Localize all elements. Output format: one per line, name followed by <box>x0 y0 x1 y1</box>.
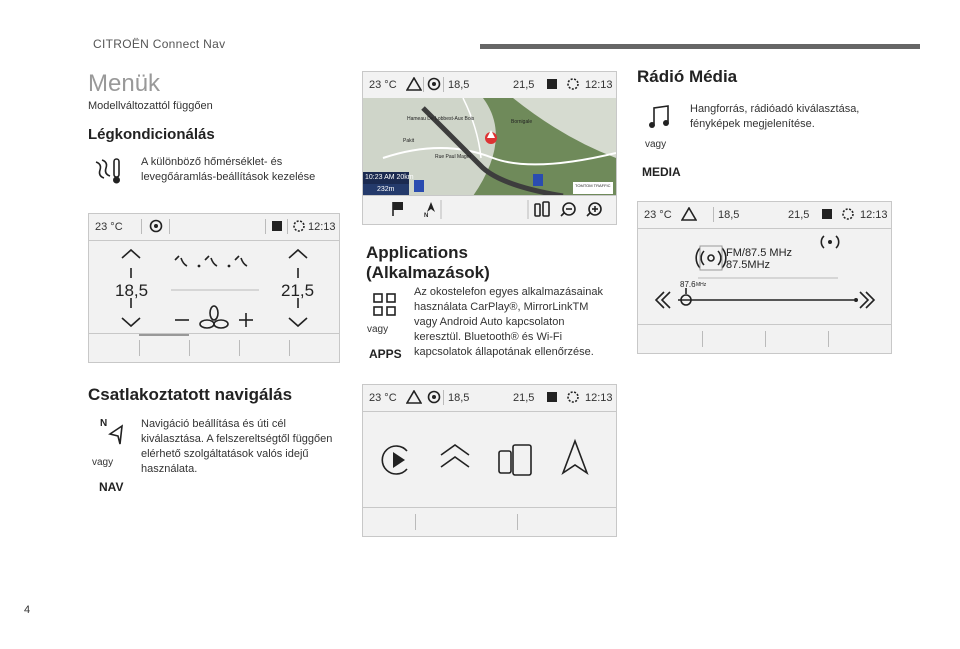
menuk-subtitle: Modellváltozattól függően <box>88 100 213 112</box>
apps-screen <box>362 384 617 537</box>
dial-freq: 87.6 <box>680 280 696 289</box>
music-note-icon <box>646 104 672 135</box>
left-temp[interactable]: 18,5 <box>115 281 149 300</box>
bottom-tabbar <box>89 333 339 362</box>
climate-fan-icon <box>92 156 126 191</box>
radio-screen <box>637 201 892 354</box>
status-temp: 23 °C <box>369 79 397 91</box>
status-bar <box>363 72 616 99</box>
flag-icon <box>393 202 403 216</box>
map-label-1: Hameau De Lobbest-Aux Bois <box>407 116 475 122</box>
nav-or: vagy <box>92 457 114 468</box>
map-label-4: Pakit <box>403 138 415 144</box>
status-right-temp: 21,5 <box>513 392 535 404</box>
settings-icon[interactable] <box>566 390 580 407</box>
radio-source-icon <box>696 246 726 270</box>
map-time-label: 10:23 AM 20km <box>365 174 414 181</box>
status-left-temp: 18,5 <box>718 209 740 221</box>
map-view[interactable] <box>363 98 616 196</box>
connectivity-icon <box>563 441 587 473</box>
bottom-tabbar <box>638 324 891 353</box>
status-bar <box>363 385 616 412</box>
warning-icon <box>406 390 422 407</box>
bottom-tabbar <box>363 507 616 536</box>
heading-apps-2: (Alkalmazások) <box>366 263 490 282</box>
radio-controls <box>638 228 891 326</box>
radio-signal-icon <box>821 236 838 248</box>
phone-icon <box>821 208 833 223</box>
settings-icon[interactable] <box>841 207 855 224</box>
radio-desc: Hangforrás, rádióadó kiválasztása, fényképek megjelenítése. <box>690 103 860 130</box>
location-icon <box>427 390 441 407</box>
apps-key: APPS <box>369 347 402 361</box>
active-tab-indicator <box>139 334 189 336</box>
radio-or: vagy <box>645 139 667 150</box>
heading-radio-media: Rádió Média <box>637 67 738 86</box>
status-temp: 23 °C <box>644 209 672 221</box>
map-dist-label: 232m <box>377 186 395 193</box>
phone-icon <box>546 78 558 93</box>
mirrorlink-icon <box>499 445 531 475</box>
dial-unit: MHz <box>696 282 707 288</box>
status-time: 12:13 <box>308 221 336 233</box>
status-temp: 23 °C <box>95 221 123 233</box>
map-toolbar-icons <box>363 196 616 223</box>
nav-key: NAV <box>99 480 124 494</box>
section-title-menuk: Menük <box>88 70 161 97</box>
page-number: 4 <box>24 604 31 616</box>
warning-icon <box>406 77 422 94</box>
apps-desc: Az okostelefon egyes alkalmazásainak használata CarPlay®, MirrorLinkTM vagy Android Auto kapcsolaton keresztül. Bluetooth® és Wi-Fi kapcsolatok állapotának ellenőrzése. <box>414 286 603 358</box>
status-bar <box>89 214 339 241</box>
apps-or: vagy <box>367 324 389 335</box>
settings-icon[interactable] <box>566 77 580 94</box>
running-header: CITROËN Connect Nav <box>93 37 226 51</box>
warning-icon <box>681 207 697 224</box>
apps-launcher <box>363 411 616 507</box>
climate-screen <box>88 213 340 363</box>
location-icon <box>149 219 163 236</box>
map-label-3: Rue Paul Mager <box>435 154 472 160</box>
nav-north-label: N <box>100 418 108 429</box>
heading-navigalas: Csatlakoztatott navigálás <box>88 385 293 404</box>
map-screen <box>362 71 617 225</box>
status-right-temp: 21,5 <box>788 209 810 221</box>
legkond-desc: A különböző hőmérséklet- és levegőáramlás-beállítások kezelése <box>141 156 316 183</box>
media-key: MEDIA <box>642 165 681 179</box>
status-right-temp: 21,5 <box>513 79 535 91</box>
radio-freq: 87.5MHz <box>726 259 771 271</box>
phone-icon <box>546 391 558 406</box>
heading-legkondicionalas: Légkondicionálás <box>88 126 215 143</box>
heading-apps-1: Applications <box>366 243 469 262</box>
map-toolbar <box>363 195 616 224</box>
settings-icon[interactable] <box>292 219 306 236</box>
status-time: 12:13 <box>860 209 888 221</box>
tomtom-label: TOMTOM TRAFFIC <box>575 183 611 188</box>
location-icon <box>427 77 441 94</box>
apps-grid-icon <box>373 293 397 322</box>
status-bar <box>638 202 891 229</box>
map-north-label: N <box>424 213 429 219</box>
status-left-temp: 18,5 <box>448 392 470 404</box>
carplay-icon <box>382 446 407 474</box>
right-temp[interactable]: 21,5 <box>281 281 315 300</box>
status-time: 12:13 <box>585 79 613 91</box>
status-temp: 23 °C <box>369 392 397 404</box>
status-left-temp: 18,5 <box>448 79 470 91</box>
header-bar <box>480 44 920 49</box>
status-time: 12:13 <box>585 392 613 404</box>
radio-station: FM/87.5 MHz <box>726 247 793 259</box>
map-label-2: Bornigale <box>511 119 533 125</box>
nav-desc: Navigáció beállítása és úti cél kiválasztása. A felszereltségtől függően elérhető szolgáltatások valós idejű használata. <box>141 418 333 475</box>
phone-icon <box>271 220 283 235</box>
android-auto-icon <box>441 445 469 467</box>
